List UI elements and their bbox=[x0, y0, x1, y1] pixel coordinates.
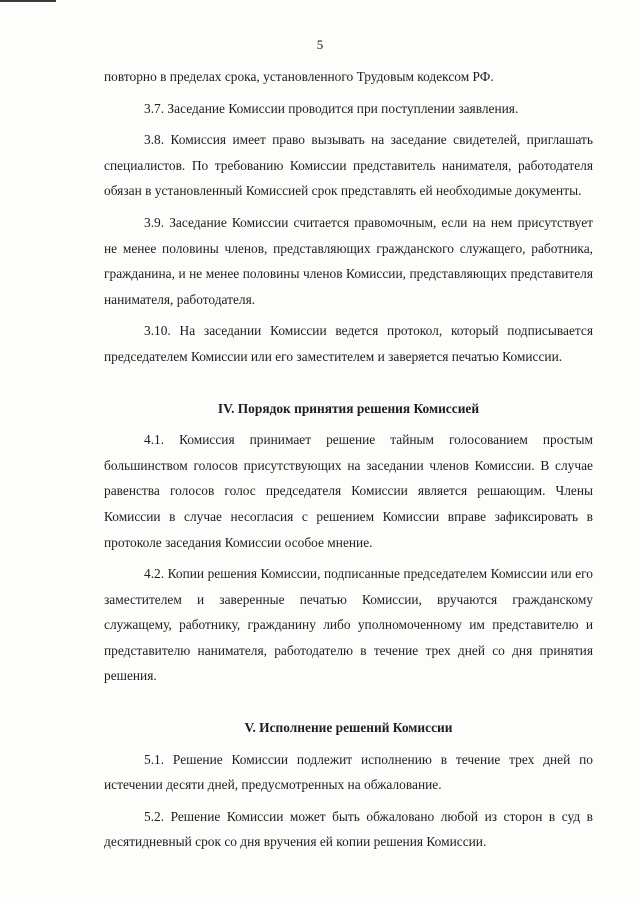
paragraph: 5.2. Решение Комиссии может быть обжаловано любой из сторон в суд в десятидневный срок со дня вручения ей копии решения Комиссии. bbox=[104, 808, 593, 850]
paragraph: 4.2. Копии решения Комиссии, подписанные председателем Комиссии или его заместителем и заверенные печатью Комиссии, вручаются гражданскому служащему, работнику, гражданину либо уполномоченному им представителю и представителю нанимателя, работодателю в течение трех дней со дня принятия решения. bbox=[104, 566, 593, 684]
page-number: 5 bbox=[316, 37, 324, 52]
section-heading: IV. Порядок принятия решения Комиссией bbox=[217, 400, 480, 416]
paragraph: 3.7. Заседание Комиссии проводится при поступлении заявления. bbox=[144, 100, 519, 116]
paragraph: 5.1. Решение Комиссии подлежит исполнению в течение трех дней по истечении десяти дней, предусмотренных на обжалование. bbox=[104, 751, 593, 793]
paragraph: 3.9. Заседание Комиссии считается правомочным, если на нем присутствует не менее половины членов, представляющих гражданского служащего, работника, гражданина, и не менее половины членов Комиссии, представляющих представителя нанимателя, работодателя. bbox=[104, 214, 593, 307]
paragraph: повторно в пределах срока, установленного Трудовым кодексом РФ. bbox=[104, 69, 494, 84]
section-heading: V. Исполнение решений Комиссии bbox=[244, 720, 453, 736]
paragraph: 3.10. На заседании Комиссии ведется протокол, который подписывается председателем Комиссии или его заместителем и заверяется печатью Комиссии. bbox=[104, 323, 593, 364]
paragraph: 3.8. Комиссия имеет право вызывать на заседание свидетелей, приглашать специалистов. По требованию Комиссии представитель нанимателя, работодателя обязан в установленный Комиссией срок представлять ей необходимые документы. bbox=[104, 132, 593, 199]
document-body bbox=[104, 64, 593, 861]
scan-edge-mark bbox=[0, 0, 56, 2]
paragraph: 4.1. Комиссия принимает решение тайным голосованием простым большинством голосов присутствующих на заседании членов Комиссии. В случае равенства голосов голос председателя Комиссии является решающим. Члены Комиссии в случае несогласия с решением Комиссии вправе зафиксировать в протоколе заседания Комиссии особое мнение. bbox=[104, 432, 593, 550]
